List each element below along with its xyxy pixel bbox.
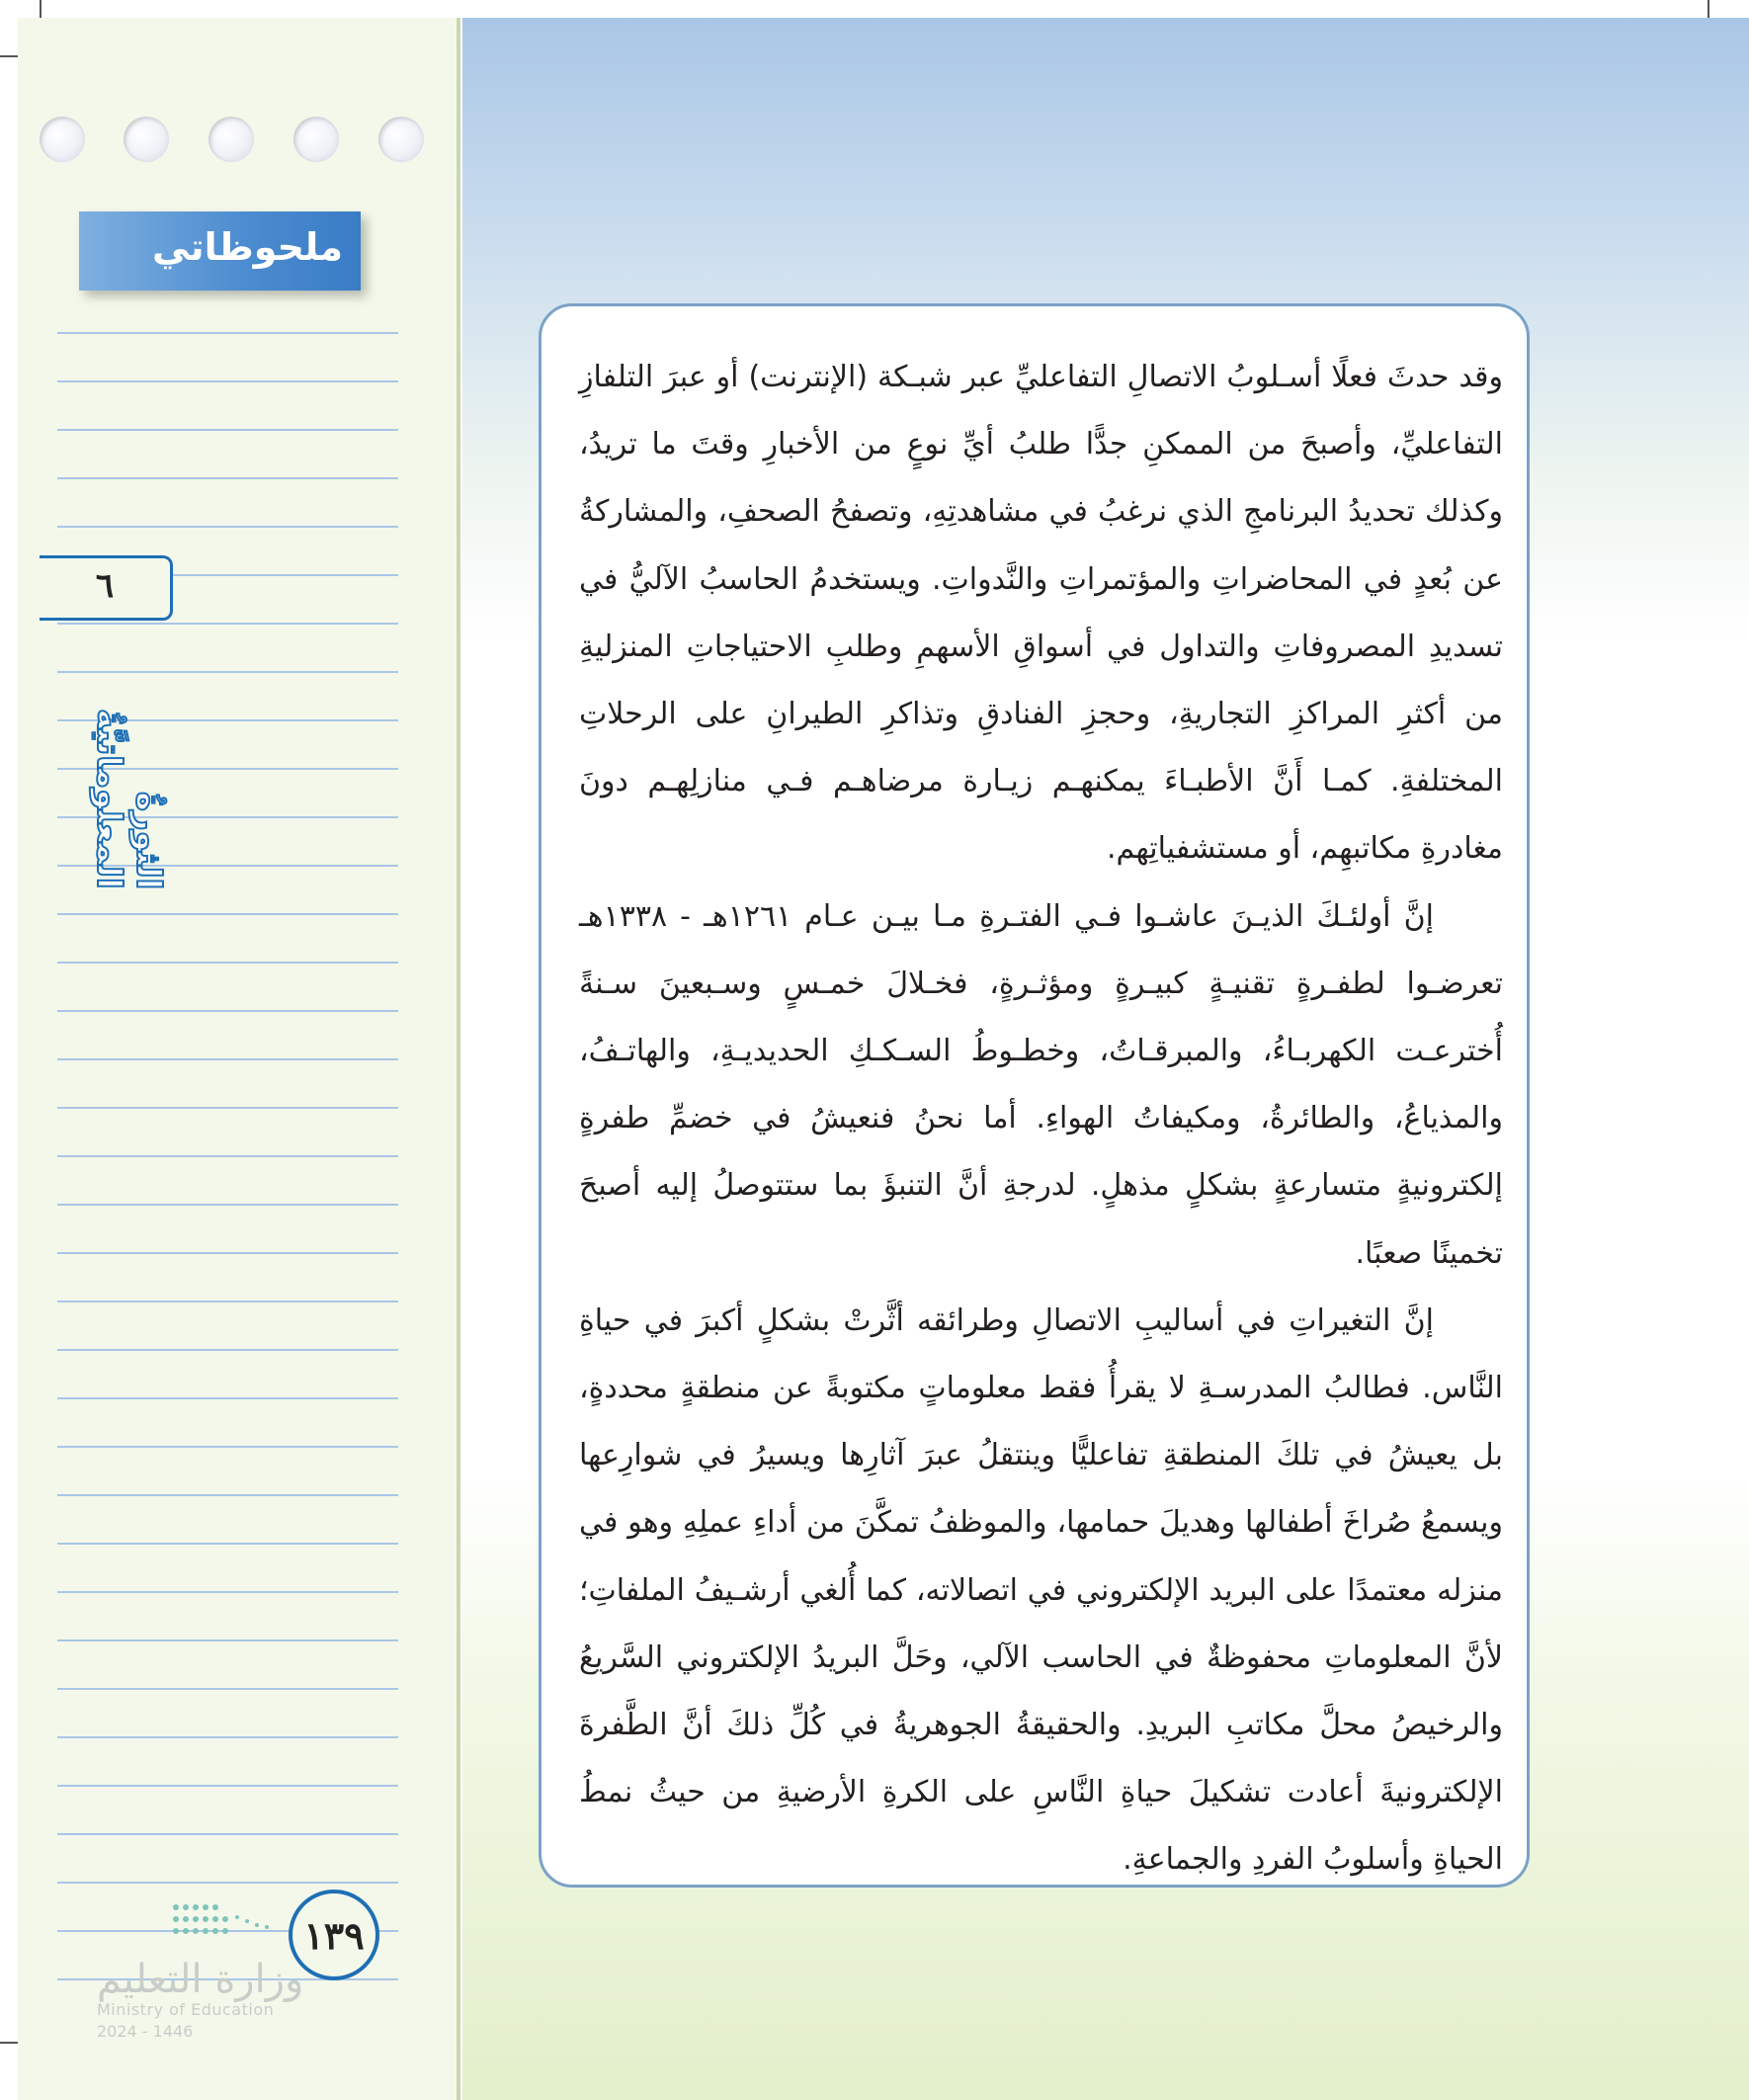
note-line [57,1252,398,1254]
binder-hole [40,117,85,162]
note-line [57,1446,398,1448]
binder-hole [208,117,254,162]
ministry-logo-arabic: وزارة التعليم [97,1957,304,2002]
note-line [57,1833,398,1835]
ministry-logo-dots-icon [168,1897,287,1953]
note-line [57,1058,398,1060]
note-line [57,477,398,479]
notes-sidebar [18,18,460,2100]
binder-hole [124,117,169,162]
ministry-logo-english: Ministry of Education [97,2000,275,2019]
binder-hole [293,117,339,162]
paragraph-1: وقد حدثَ فعلًا أسـلوبُ الاتصالِ التفاعليِّ عبر شبـكة (الإنترنت) أو عبرَ التلفازِ التفاعليِّ، وأصبحَ من الممكنِ جدًّا طلبُ أيِّ نوعٍ من الأخبارِ وقتَ ما تريدُ، وكذلك تحديدُ البرنامجِ الذي نرغبُ في مشاهدتِهِ، وتصفحُ الصحفِ، والمشاركةُ عن بُعدٍ في المحاضراتِ والمؤتمراتِ والنَّدواتِ. ويستخدمُ الحاسبُ الآليُّ في تسديدِ المصروفاتِ والتداول في أسواقِ الأسهمِ وطلبِ الاحتياجاتِ المنزليةِ من أكثرِ المراكزِ التجاريةِ، وحجزِ الفنادقِ وتذاكرِ الطيرانِ على الرحلاتِ المختلفةِ. كمـا أَنَّ الأطبـاءَ يمكنهـم زيـارة مرضاهـم فـي منازلِهـم دونَ مغادرةِ مكاتبهِم، أو مستشفياتِهم. [579,360,1503,867]
note-line [57,526,398,528]
note-line [57,1349,398,1351]
notes-header [79,211,361,291]
ministry-logo-year: 2024 - 1446 [97,2022,194,2041]
note-line [57,1736,398,1738]
note-line [57,913,398,915]
note-line [57,1107,398,1109]
chapter-title: الثورةُ المعلوماتيَّةُ [89,709,168,889]
article-panel [539,303,1530,1888]
note-line [57,1204,398,1206]
note-line [57,1785,398,1787]
note-line [57,1591,398,1593]
notes-title: ملحوظاتي [151,225,343,269]
note-line [57,1010,398,1012]
paragraph-2: إنَّ أولئـكَ الذيـنَ عاشـوا فـي الفتـرةِ مـا بيـن عـام ١٢٦١هـ - ١٣٣٨هـ تعرضـوا لطفـرةٍ تقنيـةٍ كبيـرةٍ ومؤثـرةٍ، فخـلالَ خمـسٍ وسـبعينَ سـنةً أُخترعـت الكهربـاءُ، والمبرقـاتُ، وخطـوطُ السـكـكِ الحديديـةِ، والهاتـفُ، والمذياعُ، والطائرةُ، ومكيفاتُ الهواءِ. أما نحنُ فنعيشُ في خضمِّ طفرةٍ إلكترونيةٍ متسارعةٍ بشكلٍ مذهلٍ. لدرجةِ أنَّ التنبؤَ بما ستتوصلُ إليه أصبحَ تخمينًا صعبًا. [579,898,1503,1271]
note-line [57,1882,398,1884]
note-line [57,1301,398,1302]
note-line [57,1639,398,1641]
paragraph-3: إنَّ التغيراتِ في أساليبِ الاتصالِ وطرائقه أثَّرتْ بشكلٍ أكبرَ في حياةِ النَّاس. فطالبُ المدرسـةِ لا يقرأُ فقط معلوماتٍ مكتوبةً عن منطقةٍ محددةٍ، بل يعيشُ في تلكَ المنطقةِ تفاعليًّا وينتقلُ عبرَ آثارِها ويسيرُ في شوارِعها ويسمعُ صُراخَ أطفالها وهديلَ حمامها، والموظفُ تمكَّنَ من أداءِ عملِهِ وهو في منزله معتمدًا على البريد الإلكتروني في اتصالاته، كما أُلغي أرشـيفُ الملفاتِ؛ لأنَّ المعلوماتِ محفوظةٌ في الحاسب الآلي، وحَلَّ البريدُ الإلكتروني السَّريعُ والرخيصُ محلَّ مكاتبِ البريدِ. والحقيقةُ الجوهريةُ في كُلِّ ذلكَ أنَّ الطَّفرةَ الإلكترونيةَ أعادت تشكيلَ حياةِ النَّاسِ على الكرةِ الأرضيةِ من حيثُ نمطُ الحياةِ وأسلوبُ الفردِ والجماعةِ. [579,1302,1503,1878]
note-line [57,1688,398,1690]
binder-hole [378,117,424,162]
chapter-number-box [40,555,173,621]
note-line [57,380,398,382]
note-line [57,1494,398,1496]
note-line [57,962,398,964]
note-line [57,429,398,431]
note-line [57,332,398,334]
note-line [57,1155,398,1157]
chapter-number: ٦ [95,566,115,606]
note-line [57,623,398,625]
note-line [57,1397,398,1399]
article-body [579,344,1503,1894]
note-line [57,1543,398,1545]
chapter-title-box [89,652,168,889]
page-number: ١٣٩ [303,1913,365,1958]
